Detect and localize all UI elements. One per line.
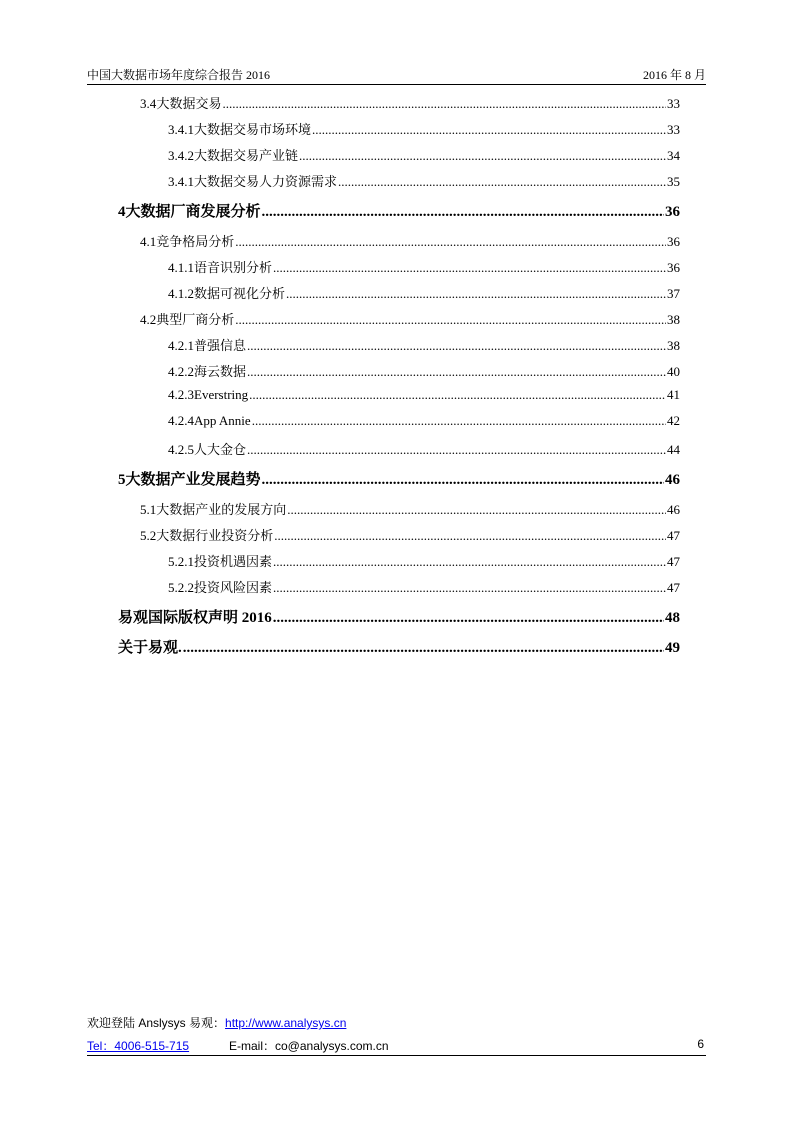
toc-entry-page: 46 xyxy=(665,472,680,488)
toc-entry[interactable] xyxy=(168,257,680,276)
toc-entry-page: 36 xyxy=(667,234,680,249)
toc-entry[interactable] xyxy=(168,551,680,570)
toc-entry[interactable] xyxy=(118,606,680,627)
toc-entry-label: 大数据行业投资分析 xyxy=(156,528,274,543)
toc-dot-leader xyxy=(249,387,666,403)
toc-entry-page: 48 xyxy=(665,610,680,626)
toc-entry[interactable] xyxy=(118,468,680,489)
toc-entry[interactable] xyxy=(168,413,680,429)
toc-entry-page: 42 xyxy=(667,413,680,428)
toc-entry-number: 4.1 xyxy=(140,234,157,249)
toc-entry-page: 47 xyxy=(667,554,680,569)
toc-entry-number: 4.1.2 xyxy=(168,286,194,301)
toc-dot-leader xyxy=(287,502,666,518)
toc-entry-number: 4.2 xyxy=(140,312,157,327)
toc-entry-label: 语音识别分析 xyxy=(194,260,273,275)
toc-dot-leader xyxy=(183,640,664,657)
toc-entry-label: 大数据产业发展趋势 xyxy=(125,472,261,488)
toc-entry[interactable] xyxy=(168,439,680,458)
toc-dot-leader xyxy=(262,204,664,221)
toc-dot-leader xyxy=(223,96,666,112)
toc-entry-label: 大数据厂商发展分析 xyxy=(125,204,261,220)
toc-entry[interactable] xyxy=(168,335,680,354)
toc-entry-label: 易观国际版权声明 2016 xyxy=(118,610,272,626)
toc-entry-label: 投资风险因素 xyxy=(194,580,273,595)
toc-entry-number: 3.4 xyxy=(140,96,157,111)
toc-entry[interactable] xyxy=(140,231,680,250)
toc-entry-label: 大数据交易产业链 xyxy=(194,148,299,163)
page-number: 6 xyxy=(697,1037,704,1051)
toc-entry-label: 大数据交易人力资源需求 xyxy=(194,174,338,189)
toc-entry-number: 5 xyxy=(118,472,126,488)
toc-entry-label: 竞争格局分析 xyxy=(156,234,235,249)
toc-entry-number: 4 xyxy=(118,204,126,220)
toc-entry-label: 人大金仓 xyxy=(194,442,247,457)
toc-entry-page: 38 xyxy=(667,312,680,327)
toc-entry-page: 36 xyxy=(665,204,680,220)
toc-entry-number: 3.4.1 xyxy=(168,174,194,189)
toc-entry-page: 40 xyxy=(667,364,680,379)
toc-entry-page: 49 xyxy=(665,640,680,656)
toc-dot-leader xyxy=(273,580,666,596)
toc-dot-leader xyxy=(299,148,666,164)
toc-entry-number: 4.2.1 xyxy=(168,338,194,353)
toc-entry[interactable] xyxy=(140,525,680,544)
toc-entry-number: 5.2.2 xyxy=(168,580,194,595)
toc-entry[interactable] xyxy=(140,93,680,112)
toc-entry-page: 34 xyxy=(667,148,680,163)
toc-entry-page: 47 xyxy=(667,528,680,543)
toc-entry-page: 33 xyxy=(667,96,680,111)
toc-entry-label: 典型厂商分析 xyxy=(156,312,235,327)
toc-entry-label: Everstring xyxy=(194,387,249,402)
toc-entry[interactable] xyxy=(168,145,680,164)
toc-entry-label: 关于易观. xyxy=(118,640,182,656)
toc-dot-leader xyxy=(247,364,666,380)
page-header xyxy=(87,64,706,85)
toc-entry-page: 35 xyxy=(667,174,680,189)
toc-entry-number: 5.1 xyxy=(140,502,157,517)
toc-entry[interactable] xyxy=(118,200,680,221)
toc-dot-leader xyxy=(286,286,666,302)
toc-entry-number: 4.2.3 xyxy=(168,387,194,402)
toc-entry[interactable] xyxy=(168,387,680,403)
toc-entry-number: 4.1.1 xyxy=(168,260,194,275)
toc-entry-label: 大数据交易 xyxy=(156,96,222,111)
toc-entry-number: 4.2.5 xyxy=(168,442,194,457)
toc-entry[interactable] xyxy=(140,499,680,518)
toc-entry-label: 海云数据 xyxy=(194,364,247,379)
toc-dot-leader xyxy=(247,338,666,354)
footer-welcome-line xyxy=(87,1014,346,1031)
toc-entry-page: 41 xyxy=(667,387,680,402)
toc-entry-label: 大数据交易市场环境 xyxy=(194,122,312,137)
toc-entry[interactable] xyxy=(118,636,680,657)
toc-entry-page: 37 xyxy=(667,286,680,301)
toc-dot-leader xyxy=(247,442,666,458)
toc-entry[interactable] xyxy=(168,171,680,190)
toc-entry[interactable] xyxy=(140,309,680,328)
toc-entry-number: 5.2 xyxy=(140,528,157,543)
toc-entry-number: 4.2.2 xyxy=(168,364,194,379)
toc-entry-label: 投资机遇因素 xyxy=(194,554,273,569)
toc-entry-number: 3.4.2 xyxy=(168,148,194,163)
toc-dot-leader xyxy=(262,472,664,489)
toc-entry-label: 大数据产业的发展方向 xyxy=(156,502,287,517)
toc-entry-page: 36 xyxy=(667,260,680,275)
toc-dot-leader xyxy=(273,554,666,570)
toc-entry-label: 普强信息 xyxy=(194,338,247,353)
toc-entry-number: 5.2.1 xyxy=(168,554,194,569)
footer-welcome-text: 欢迎登陆 Anslysys 易观： xyxy=(87,1016,226,1030)
toc-dot-leader xyxy=(235,234,666,250)
toc-dot-leader xyxy=(338,174,666,190)
toc-dot-leader xyxy=(235,312,666,328)
footer-email: E-mail：co@analysys.com.cn xyxy=(229,1039,389,1053)
header-title: 中国大数据市场年度综合报告 2016 xyxy=(87,68,271,82)
toc-entry[interactable] xyxy=(168,361,680,380)
toc-entry-number: 3.4.1 xyxy=(168,122,194,137)
toc-entry-page: 47 xyxy=(667,580,680,595)
toc-entry-page: 46 xyxy=(667,502,680,517)
toc-entry-page: 44 xyxy=(667,442,680,457)
footer-url-link[interactable]: http://www.analysys.cn xyxy=(225,1016,347,1030)
toc-dot-leader xyxy=(312,122,666,138)
toc-entry[interactable] xyxy=(168,119,680,138)
header-date: 2016 年 8 月 xyxy=(642,68,706,82)
toc-entry-page: 38 xyxy=(667,338,680,353)
toc-entry-number: 4.2.4 xyxy=(168,413,194,428)
toc-entry-label: App Annie xyxy=(194,413,251,428)
footer-tel-link[interactable]: Tel：4006-515-715 xyxy=(87,1039,190,1053)
toc-dot-leader xyxy=(273,260,666,276)
toc-dot-leader xyxy=(252,413,666,429)
toc-entry[interactable] xyxy=(168,577,680,596)
footer-contact-line xyxy=(87,1037,706,1056)
toc-entry-page: 33 xyxy=(667,122,680,137)
toc-dot-leader xyxy=(273,610,664,627)
toc-entry-label: 数据可视化分析 xyxy=(194,286,286,301)
toc-entry[interactable] xyxy=(168,283,680,302)
toc-dot-leader xyxy=(274,528,666,544)
